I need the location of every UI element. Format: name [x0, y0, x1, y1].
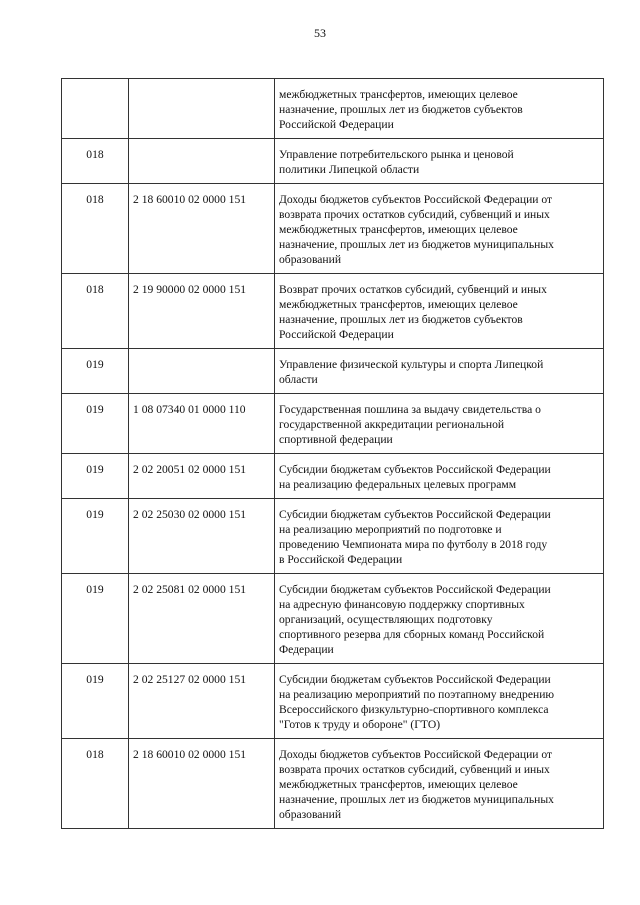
description-line: назначение, прошлых лет из бюджетов муниципальных	[279, 238, 554, 251]
description-line: "Готов к труду и обороне" (ГТО)	[279, 718, 441, 731]
budget-code-cell	[129, 349, 275, 394]
description-line: Управление физической культуры и спорта Липецкой	[279, 358, 544, 371]
description-line: образований	[279, 253, 342, 266]
admin-code-cell: 018	[62, 139, 129, 184]
description-line: Доходы бюджетов субъектов Российской Федерации от	[279, 193, 553, 206]
admin-code-cell	[62, 79, 129, 139]
table-row	[62, 79, 604, 139]
description-line: Доходы бюджетов субъектов Российской Федерации от	[279, 748, 553, 761]
description-line: назначение, прошлых лет из бюджетов субъектов	[279, 103, 523, 116]
description-line: в Российской Федерации	[279, 553, 403, 566]
table-row	[62, 274, 604, 349]
description-line: межбюджетных трансфертов, имеющих целевое	[279, 778, 518, 791]
description-line: спортивного резерва для сборных команд Российской	[279, 628, 545, 641]
description-line: Российской Федерации	[279, 118, 394, 131]
budget-code-cell: 2 02 20051 02 0000 151	[129, 454, 275, 499]
description-line: межбюджетных трансфертов, имеющих целевое	[279, 298, 518, 311]
description-line: возврата прочих остатков субсидий, субвенций и иных	[279, 208, 550, 221]
budget-code-cell: 1 08 07340 01 0000 110	[129, 394, 275, 454]
table-row	[62, 664, 604, 739]
description-line: государственной аккредитации региональной	[279, 418, 505, 431]
description-cell	[275, 274, 604, 349]
description-line: Субсидии бюджетам субъектов Российской Федерации	[279, 463, 551, 476]
description-line: на реализацию мероприятий по подготовке и	[279, 523, 502, 536]
table-row	[62, 184, 604, 274]
table-row	[62, 499, 604, 574]
description-line: на реализацию федеральных целевых программ	[279, 478, 517, 491]
description-cell	[275, 79, 604, 139]
budget-code-cell	[129, 139, 275, 184]
description-cell	[275, 394, 604, 454]
description-cell	[275, 139, 604, 184]
description-line: Возврат прочих остатков субсидий, субвенций и иных	[279, 283, 547, 296]
description-line: назначение, прошлых лет из бюджетов муниципальных	[279, 793, 554, 806]
description-cell	[275, 184, 604, 274]
budget-code-cell: 2 18 60010 02 0000 151	[129, 739, 275, 829]
description-line: на адресную финансовую поддержку спортивных	[279, 598, 525, 611]
budget-code-cell: 2 02 25127 02 0000 151	[129, 664, 275, 739]
description-line: Всероссийского физкультурно-спортивного комплекса	[279, 703, 549, 716]
table-body	[62, 79, 604, 829]
budget-code-cell: 2 02 25081 02 0000 151	[129, 574, 275, 664]
budget-code-cell: 2 18 60010 02 0000 151	[129, 184, 275, 274]
description-line: на реализацию мероприятий по поэтапному внедрению	[279, 688, 555, 701]
table-row	[62, 349, 604, 394]
admin-code-cell: 018	[62, 184, 129, 274]
description-line: Субсидии бюджетам субъектов Российской Федерации	[279, 508, 551, 521]
admin-code-cell: 019	[62, 349, 129, 394]
description-cell	[275, 739, 604, 829]
description-cell	[275, 499, 604, 574]
description-cell	[275, 454, 604, 499]
description-line: проведению Чемпионата мира по футболу в 2018 году	[279, 538, 548, 551]
budget-code-cell: 2 02 25030 02 0000 151	[129, 499, 275, 574]
budget-code-cell: 2 19 90000 02 0000 151	[129, 274, 275, 349]
description-line: Субсидии бюджетам субъектов Российской Федерации	[279, 583, 551, 596]
table-row	[62, 394, 604, 454]
admin-code-cell: 019	[62, 499, 129, 574]
description-line: Государственная пошлина за выдачу свидетельства о	[279, 403, 541, 416]
description-line: межбюджетных трансфертов, имеющих целевое	[279, 88, 518, 101]
admin-code-cell: 019	[62, 574, 129, 664]
description-line: Управление потребительского рынка и ценовой	[279, 148, 514, 161]
description-line: спортивной федерации	[279, 433, 393, 446]
admin-code-cell: 019	[62, 454, 129, 499]
description-line: Субсидии бюджетам субъектов Российской Федерации	[279, 673, 551, 686]
admin-code-cell: 019	[62, 664, 129, 739]
description-cell	[275, 349, 604, 394]
description-line: Федерации	[279, 643, 334, 656]
admin-code-cell: 018	[62, 274, 129, 349]
description-cell	[275, 574, 604, 664]
description-line: организаций, осуществляющих подготовку	[279, 613, 493, 626]
description-line: межбюджетных трансфертов, имеющих целевое	[279, 223, 518, 236]
description-line: политики Липецкой области	[279, 163, 420, 176]
description-line: образований	[279, 808, 342, 821]
description-line: возврата прочих остатков субсидий, субвенций и иных	[279, 763, 550, 776]
page-number: 53	[314, 26, 326, 40]
table-row	[62, 139, 604, 184]
table-row	[62, 739, 604, 829]
admin-code-cell: 018	[62, 739, 129, 829]
description-cell	[275, 664, 604, 739]
description-line: Российской Федерации	[279, 328, 394, 341]
budget-code-cell	[129, 79, 275, 139]
table-row	[62, 454, 604, 499]
table-row	[62, 574, 604, 664]
description-line: назначение, прошлых лет из бюджетов субъектов	[279, 313, 523, 326]
budget-classification-table	[61, 78, 604, 829]
description-line: области	[279, 373, 318, 386]
admin-code-cell: 019	[62, 394, 129, 454]
